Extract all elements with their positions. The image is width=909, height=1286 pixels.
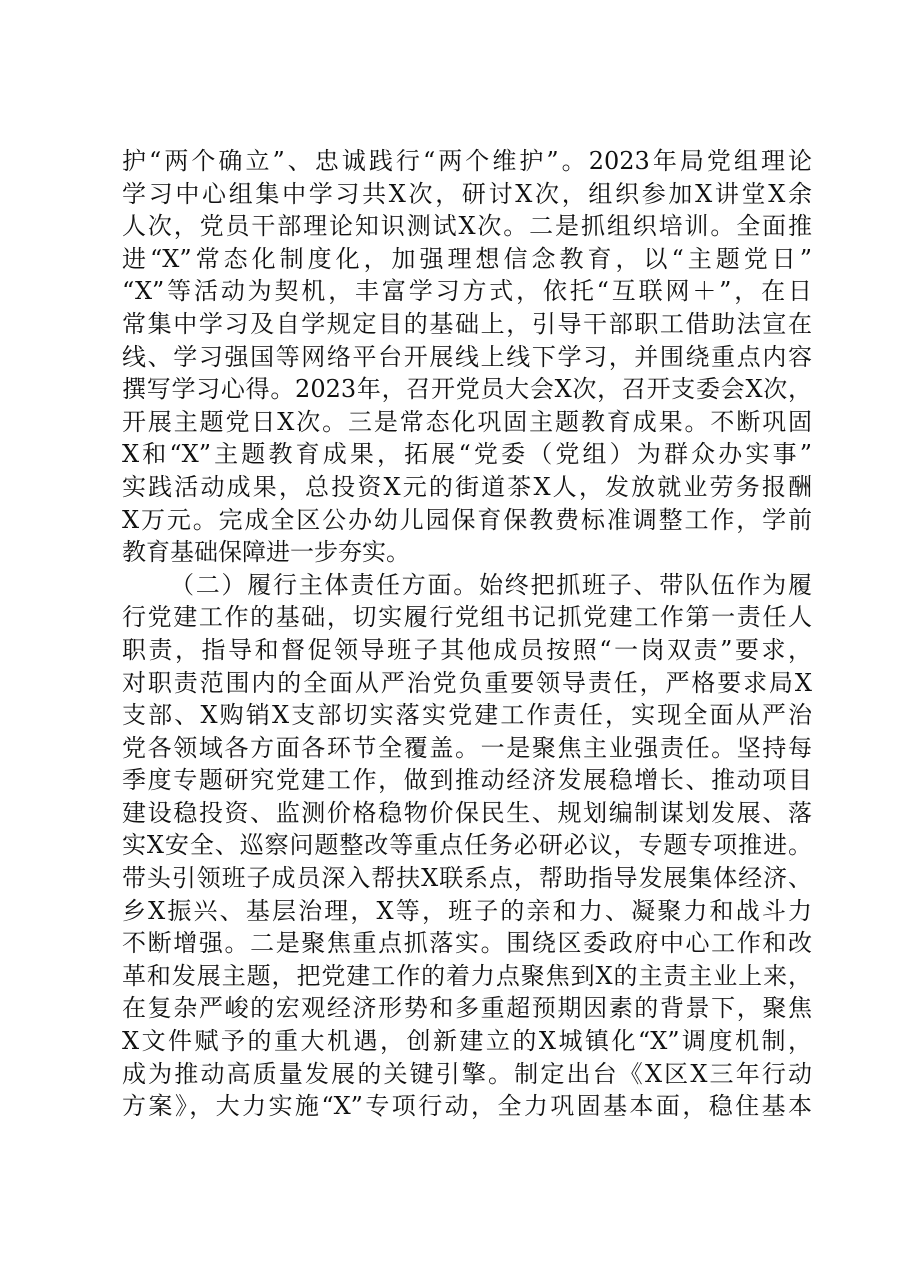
section-heading-line: （二）履行主体责任方面。始终把抓班子、带队伍作为履 — [170, 570, 812, 599]
text-line-1: 护“两个确立”、忠诚践行“两个维护”。2023年局党组理论 — [122, 147, 812, 175]
text-line-5: “X”等活动为契机，丰富学习方式，依托“互联网＋”，在日 — [122, 277, 812, 306]
text-line-3: 人次，党员干部理论知识测试X次。二是抓组织培训。全面推 — [122, 212, 812, 241]
text-line-28: X文件赋予的重大机遇，创新建立的X城镇化“X”调度机制， — [122, 1027, 812, 1056]
text-line-23: 带头引领班子成员深入帮扶X联系点，帮助指导发展集体经济、 — [122, 864, 812, 893]
text-line-21: 建设稳投资、监测价格稳物价保民生、规划编制谋划发展、落 — [122, 798, 812, 827]
text-line-15: 行党建工作的基础，切实履行党组书记抓党建工作第一责任人 — [122, 603, 812, 632]
text-line-7: 线、学习强国等网络平台开展线上线下学习，并围绕重点内容 — [122, 342, 812, 371]
text-line-8: 撰写学习心得。2023年，召开党员大会X次，召开支委会X次， — [122, 375, 812, 404]
text-line-20: 季度专题研究党建工作，做到推动经济发展稳增长、推动项目 — [122, 766, 812, 795]
text-line-27: 在复杂严峻的宏观经济形势和多重超预期因素的背景下，聚焦 — [122, 994, 812, 1023]
text-line-9: 开展主题党日X次。三是常态化巩固主题教育成果。不断巩固 — [122, 407, 812, 436]
text-line-22: 实X安全、巡察问题整改等重点任务必研必议，专题专项推进。 — [122, 831, 812, 860]
text-line-4: 进“X”常态化制度化，加强理想信念教育，以“主题党日” — [122, 244, 812, 273]
text-line-13: 教育基础保障进一步夯实。 — [122, 538, 410, 567]
text-line-2: 学习中心组集中学习共X次，研讨X次，组织参加X讲堂X余 — [122, 179, 812, 208]
text-line-17: 对职责范围内的全面从严治党负重要领导责任，严格要求局X — [122, 668, 812, 697]
text-line-30: 方案》，大力实施“X”专项行动，全力巩固基本面，稳住基本 — [122, 1092, 812, 1121]
text-line-26: 革和发展主题，把党建工作的着力点聚焦到X的主责主业上来， — [122, 961, 812, 990]
text-line-24: 乡X振兴、基层治理，X等，班子的亲和力、凝聚力和战斗力 — [122, 896, 812, 925]
text-line-12: X万元。完成全区公办幼儿园保育保教费标准调整工作，学前 — [122, 505, 812, 534]
text-line-6: 常集中学习及自学规定目的基础上，引导干部职工借助法宣在 — [122, 309, 812, 338]
text-line-19: 党各领域各方面各环节全覆盖。一是聚焦主业强责任。坚持每 — [122, 733, 812, 762]
text-line-18: 支部、X购销X支部切实落实党建工作责任，实现全面从严治 — [122, 701, 812, 730]
text-line-10: X和“X”主题教育成果，拓展“党委（党组）为群众办实事” — [122, 440, 812, 469]
text-line-11: 实践活动成果，总投资X元的街道茶X人，发放就业劳务报酬 — [122, 472, 812, 501]
text-line-16: 职责，指导和督促领导班子其他成员按照“一岗双责”要求， — [122, 635, 812, 664]
text-line-25: 不断增强。二是聚焦重点抓落实。围绕区委政府中心工作和改 — [122, 929, 812, 958]
text-line-29: 成为推动高质量发展的关键引擎。制定出台《X区X三年行动 — [122, 1059, 812, 1088]
body-text — [122, 145, 812, 1123]
